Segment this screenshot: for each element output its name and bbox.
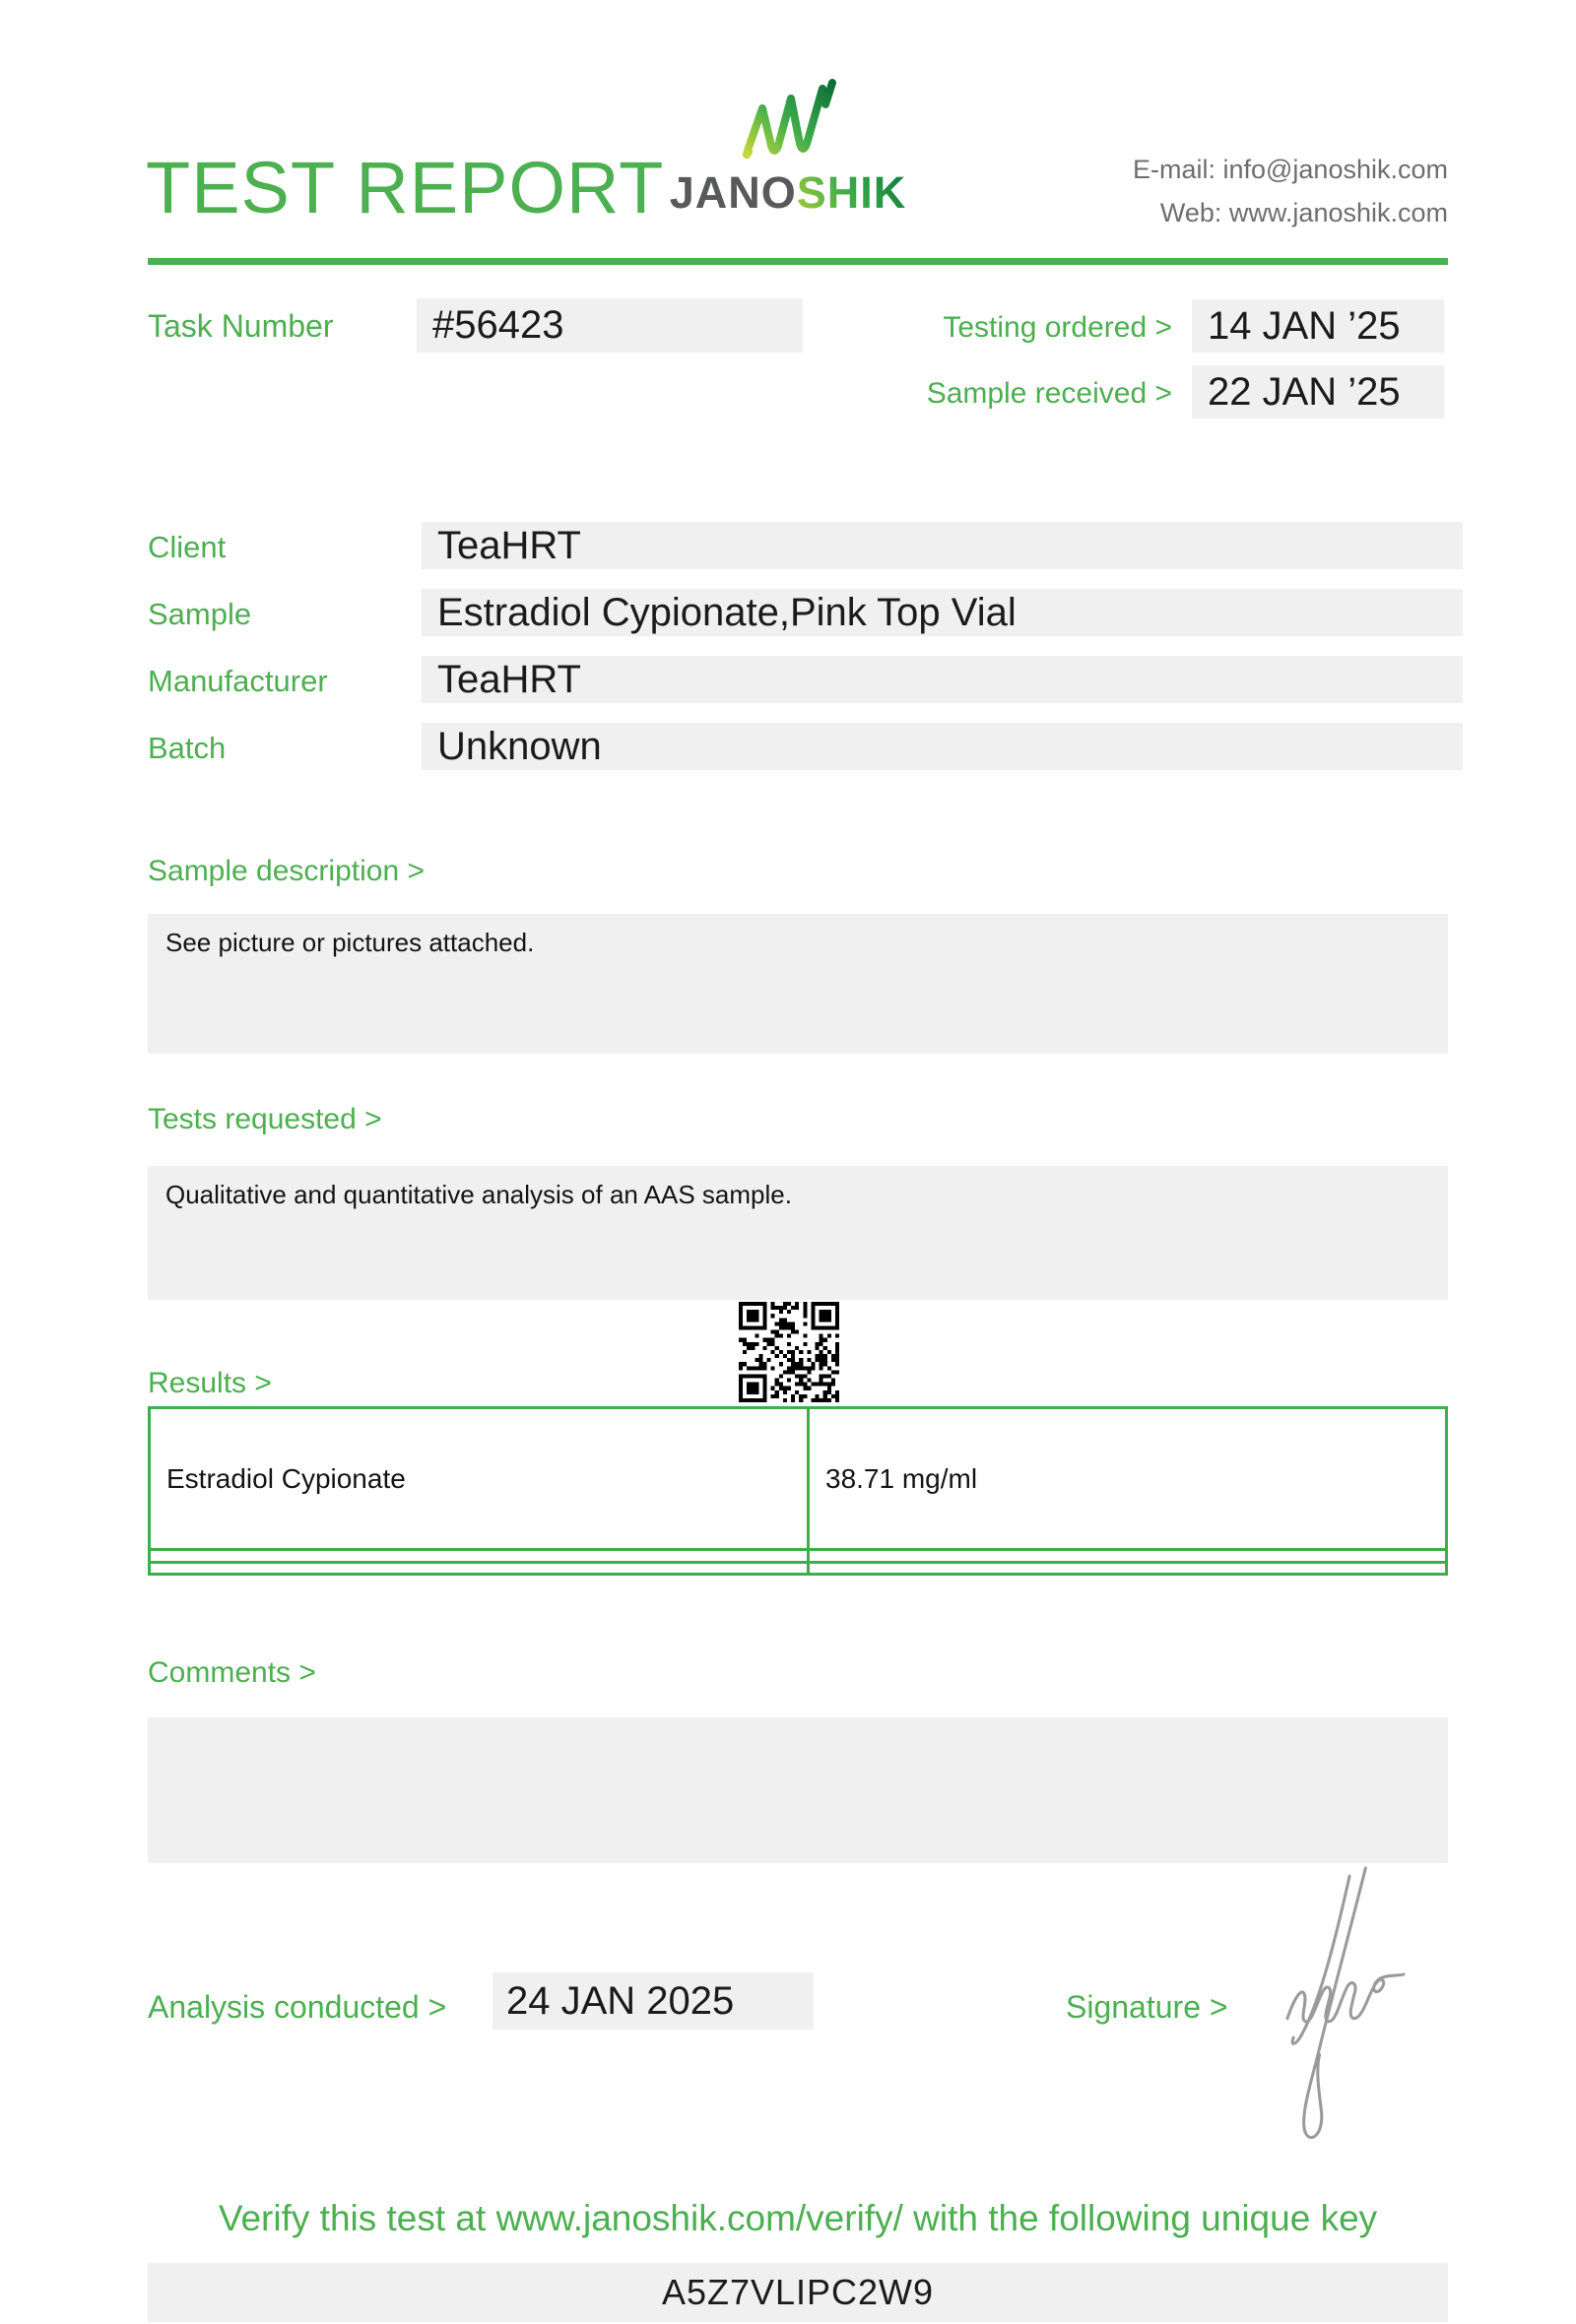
verify-instruction: Verify this test at www.janoshik.com/verify/ with the following unique key [218,2198,1378,2238]
tests-requested-box [148,1166,1448,1300]
signature-scribble [1266,1866,1423,2152]
sample-label: Sample [148,597,252,631]
contact-block [1133,148,1448,234]
task-number-label: Task Number [148,308,334,344]
logo-wordmark [640,167,936,219]
results-row [150,1550,1447,1562]
results-row [150,1562,1447,1574]
results-heading: Results > [148,1367,272,1399]
sample-description-heading: Sample description > [148,855,425,887]
signature-label: Signature > [1066,1989,1228,2025]
value-cell: 38.71 mg/ml [809,1408,1447,1550]
batch-label: Batch [148,731,227,765]
results-table [148,1406,1448,1576]
comments-heading: Comments > [148,1656,316,1689]
sample-received-label: Sample received > [926,377,1172,410]
task-number-value: #56423 [417,298,803,353]
qr-code [739,1302,839,1402]
sample-value: Estradiol Cypionate,Pink Top Vial [422,589,1463,636]
value-cell [809,1550,1447,1562]
sample-received-value: 22 JAN ’25 [1192,365,1444,419]
value-cell [809,1562,1447,1574]
tests-requested-heading: Tests requested > [148,1103,382,1135]
header-divider-rule [148,258,1448,265]
testing-ordered-value: 14 JAN ’25 [1192,299,1444,353]
logo-wordmark-shik: SHIK [796,167,907,218]
client-value: TeaHRT [422,522,1463,569]
analysis-conducted-label: Analysis conducted > [148,1989,447,2025]
comments-box [148,1717,1448,1863]
testing-ordered-label: Testing ordered > [943,311,1172,344]
contact-web: Web: www.janoshik.com [1159,198,1448,227]
tests-requested-text: Qualitative and quantitative analysis of an AAS sample. [165,1180,792,1209]
manufacturer-label: Manufacturer [148,664,328,698]
comments-text [148,1717,1448,1745]
logo-wordmark-jano: JANO [669,167,797,218]
analyte-cell: Estradiol Cypionate [150,1408,809,1550]
analysis-date-value: 24 JAN 2025 [492,1972,814,2030]
logo-chart-icon [739,79,837,166]
client-label: Client [148,530,227,564]
batch-value: Unknown [422,723,1463,770]
contact-email: E-mail: info@janoshik.com [1132,155,1448,184]
analyte-cell [150,1550,809,1562]
results-row [150,1408,1447,1550]
sample-description-text: See picture or pictures attached. [165,928,535,957]
manufacturer-value: TeaHRT [422,656,1463,703]
sample-description-box [148,914,1448,1054]
analyte-cell [150,1562,809,1574]
unique-key-value: A5Z7VLIPC2W9 [148,2263,1448,2322]
page-title: TEST REPORT [146,147,665,228]
